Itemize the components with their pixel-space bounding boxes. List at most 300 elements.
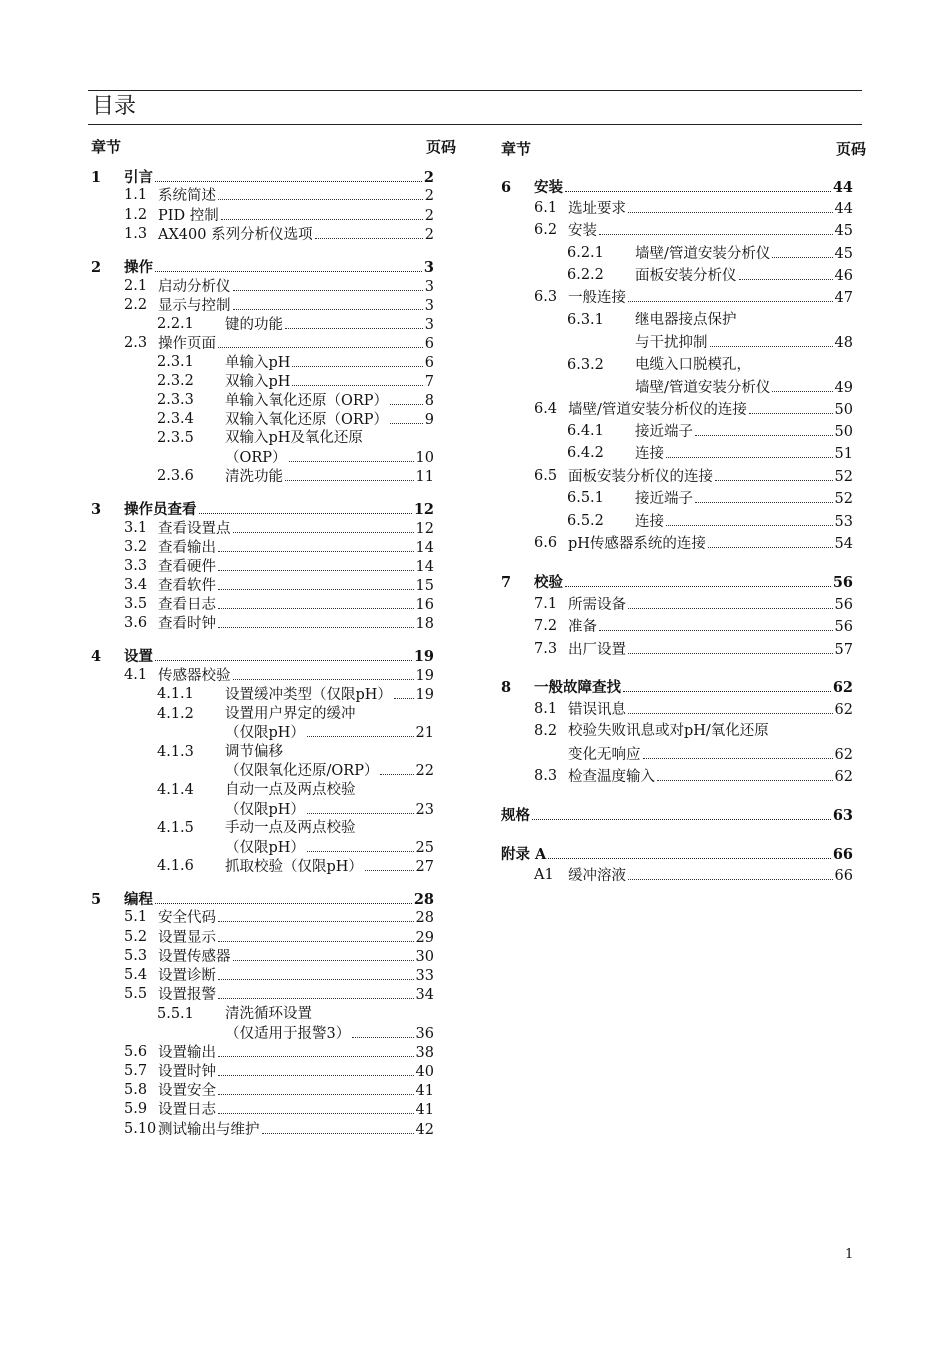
toc-entry[interactable] (91, 800, 434, 819)
dot-leader (565, 573, 831, 587)
toc-entry-page: 19 (415, 668, 434, 684)
toc-entry[interactable] (501, 573, 853, 592)
toc-entry[interactable] (91, 448, 434, 467)
toc-entry-number: 5.2 (124, 929, 148, 945)
toc-entry-label: 继电器接点保护 (635, 312, 737, 328)
toc-entry[interactable] (91, 538, 434, 557)
toc-entry-number: 6.6 (534, 535, 558, 551)
toc-entry-label: 设置传感器 (158, 949, 231, 965)
toc-entry[interactable] (91, 225, 434, 244)
dot-leader (394, 685, 414, 699)
toc-entry-label: 查看日志 (158, 597, 216, 613)
toc-entry-page: 8 (424, 393, 434, 409)
toc-entry[interactable] (501, 288, 853, 307)
toc-entry-page: 22 (415, 763, 434, 779)
toc-entry-number: 2.1 (124, 278, 148, 294)
dot-leader (628, 199, 833, 213)
toc-entry-label: 操作 (124, 259, 153, 276)
toc-entry-page: 23 (415, 802, 434, 818)
toc-entry-number: 5.7 (124, 1063, 148, 1079)
toc-entry[interactable] (91, 334, 434, 353)
dot-leader (285, 467, 414, 481)
dot-leader (772, 378, 832, 392)
toc-entry[interactable] (91, 168, 434, 187)
toc-entry-page: 57 (834, 642, 853, 658)
dot-leader (548, 845, 831, 859)
toc-entry-page: 56 (834, 597, 853, 613)
toc-entry-label: 准备 (568, 619, 597, 635)
toc-entry-page: 9 (424, 412, 434, 428)
toc-entry[interactable] (501, 512, 853, 531)
dot-leader (218, 576, 414, 590)
toc-entry-label: 安装 (534, 179, 563, 196)
toc-entry[interactable] (91, 1062, 434, 1081)
toc-entry[interactable] (501, 700, 853, 719)
toc-entry-page: 30 (415, 949, 434, 965)
toc-entry-page: 2 (423, 169, 434, 186)
toc-entry[interactable] (91, 928, 434, 947)
dot-leader (289, 448, 414, 462)
toc-entry[interactable] (501, 595, 853, 614)
toc-entry-page: 33 (415, 968, 434, 984)
toc-entry-number: 6.2.1 (567, 245, 604, 261)
toc-entry[interactable] (91, 685, 434, 704)
toc-entry-page: 3 (424, 279, 434, 295)
dot-leader (218, 557, 414, 571)
toc-entry-page: 28 (413, 891, 434, 908)
page-number: 1 (845, 1247, 854, 1262)
toc-entry-label: （仅限pH） (225, 840, 305, 856)
toc-entry-label: 抓取校验（仅限pH） (225, 859, 363, 875)
toc-entry-label: 安装 (568, 223, 597, 239)
toc-entry-number: 5.10 (124, 1121, 157, 1137)
toc-entry-label: 启动分析仪 (158, 279, 231, 295)
dot-leader (666, 444, 833, 458)
toc-entry[interactable] (91, 186, 434, 205)
dot-leader (218, 1062, 414, 1076)
toc-entry-number: 6.2.2 (567, 267, 604, 283)
toc-entry-number: 2.2.1 (157, 316, 194, 332)
dot-leader (262, 1120, 414, 1134)
toc-entry-number: 8.3 (534, 768, 558, 784)
toc-entry-page: 42 (415, 1122, 434, 1138)
toc-entry-label: 校验 (534, 574, 563, 591)
toc-entry[interactable] (91, 595, 434, 614)
toc-entry-page: 54 (834, 536, 853, 552)
toc-entry-page: 41 (415, 1102, 434, 1118)
dot-leader (218, 1100, 414, 1114)
toc-entry-number: 4.1 (124, 667, 148, 683)
toc-entry-number: 2.3.6 (157, 468, 194, 484)
toc-entry[interactable] (91, 819, 434, 838)
toc-entry[interactable] (91, 429, 434, 448)
toc-entry-number: 6.2 (534, 222, 558, 238)
toc-entry-number: 6.4.1 (567, 423, 604, 439)
dot-leader (307, 723, 414, 737)
toc-entry-label: 传感器校验 (158, 668, 231, 684)
toc-entry-label: 查看时钟 (158, 616, 216, 632)
toc-entry-label: 墙壁/管道安装分析仪的连接 (568, 402, 747, 418)
toc-entry[interactable] (91, 576, 434, 595)
toc-entry[interactable] (91, 258, 434, 277)
dot-leader (657, 767, 833, 781)
toc-entry-label: 校验失败讯息或对pH/氧化还原 (568, 723, 769, 739)
toc-entry-page: 53 (834, 514, 853, 530)
toc-entry[interactable] (501, 534, 853, 553)
toc-entry-label: 查看软件 (158, 578, 216, 594)
toc-entry[interactable] (91, 857, 434, 876)
toc-entry-page: 36 (415, 1026, 434, 1042)
toc-entry-page: 56 (832, 574, 853, 591)
toc-entry-page: 19 (413, 648, 434, 665)
toc-entry-page: 3 (424, 317, 434, 333)
dot-leader (352, 1024, 413, 1038)
toc-entry[interactable] (91, 315, 434, 334)
dot-leader (218, 186, 423, 200)
toc-entry-label: 连接 (635, 446, 664, 462)
toc-entry-page: 2 (424, 188, 434, 204)
toc-entry-number: 6.4.2 (567, 445, 604, 461)
dot-leader (695, 422, 833, 436)
toc-entry-number: 5.8 (124, 1082, 148, 1098)
toc-entry-label: 缓冲溶液 (568, 868, 626, 884)
dot-leader (155, 258, 422, 272)
dot-leader (199, 500, 412, 514)
dot-leader (218, 928, 414, 942)
toc-entry-page: 38 (415, 1045, 434, 1061)
toc-entry-number: 5 (91, 891, 102, 908)
dot-leader (772, 244, 832, 258)
toc-entry-number: 1 (91, 169, 102, 186)
toc-entry-label: 一般故障查找 (534, 679, 621, 696)
toc-entry-label: 键的功能 (225, 317, 283, 333)
dot-leader (218, 966, 414, 980)
title-rule (88, 124, 862, 125)
toc-entry-number: 4.1.5 (157, 820, 194, 836)
toc-entry[interactable] (501, 467, 853, 486)
toc-entry[interactable] (91, 647, 434, 666)
toc-entry-label: 设置安全 (158, 1083, 216, 1099)
dot-leader (715, 467, 833, 481)
toc-entry-label: 设置时钟 (158, 1064, 216, 1080)
toc-entry-label: （ORP） (225, 450, 287, 466)
toc-entry[interactable] (501, 678, 853, 697)
toc-entry-page: 41 (415, 1083, 434, 1099)
toc-entry[interactable] (501, 444, 853, 463)
toc-entry-number: 6.5.2 (567, 513, 604, 529)
toc-entry-page: 29 (415, 930, 434, 946)
toc-entry-page: 18 (415, 616, 434, 632)
toc-entry-label: 单输入pH (225, 355, 291, 371)
toc-entry-number: 6.4 (534, 401, 558, 417)
dot-leader (307, 800, 414, 814)
toc-entry-number: 2.3.3 (157, 392, 194, 408)
toc-entry[interactable] (91, 781, 434, 800)
toc-entry[interactable] (501, 767, 853, 786)
toc-entry-page: 50 (834, 424, 853, 440)
toc-entry[interactable] (91, 519, 434, 538)
toc-entry[interactable] (91, 614, 434, 633)
toc-entry[interactable] (91, 557, 434, 576)
toc-entry[interactable] (501, 745, 853, 764)
toc-entry[interactable] (91, 705, 434, 724)
toc-entry-label: （仅限pH） (225, 725, 305, 741)
dot-leader (155, 647, 412, 661)
toc-entry-number: A1 (534, 867, 554, 883)
toc-entry-label: pH传感器系统的连接 (568, 536, 706, 552)
toc-entry[interactable] (91, 666, 434, 685)
dot-leader (218, 1081, 414, 1095)
toc-entry[interactable] (501, 178, 853, 197)
toc-entry-label: （仅限pH） (225, 802, 305, 818)
toc-entry-page: 66 (832, 846, 853, 863)
toc-entry-number: 6.3.1 (567, 312, 604, 328)
dot-leader (643, 745, 833, 759)
toc-entry-number: 4 (91, 648, 102, 665)
toc-entry-page: 15 (415, 578, 434, 594)
toc-entry-label: 设置 (124, 648, 153, 665)
toc-entry-label: 所需设备 (568, 597, 626, 613)
toc-entry-page: 3 (424, 298, 434, 314)
toc-entry-number: 6.5 (534, 468, 558, 484)
toc-entry-number: 3.1 (124, 520, 148, 536)
toc-entry-label: 双输入pH及氧化还原 (225, 430, 363, 446)
dot-leader (749, 400, 833, 414)
toc-entry-label: 安全代码 (158, 910, 216, 926)
dot-leader (285, 315, 423, 329)
toc-entry[interactable] (501, 489, 853, 508)
toc-entry-label: 检查温度输入 (568, 769, 655, 785)
toc-entry-page: 6 (424, 336, 434, 352)
toc-entry-label: 接近端子 (635, 491, 693, 507)
toc-entry[interactable] (501, 422, 853, 441)
toc-entry-label: 错误讯息 (568, 702, 626, 718)
toc-entry-page: 52 (834, 469, 853, 485)
toc-entry-page: 52 (834, 491, 853, 507)
toc-entry-number: 5.4 (124, 967, 148, 983)
toc-entry-label: 设置输出 (158, 1045, 216, 1061)
toc-entry-page: 7 (424, 374, 434, 390)
dot-leader (315, 225, 423, 239)
toc-entry[interactable] (91, 838, 434, 857)
toc-entry-label: 墙壁/管道安装分析仪 (635, 380, 771, 396)
dot-leader (628, 595, 833, 609)
toc-entry[interactable] (91, 1005, 434, 1024)
toc-entry-label: 与干扰抑制 (635, 335, 708, 351)
toc-entry[interactable] (91, 372, 434, 391)
toc-entry-label: 双输入pH (225, 374, 291, 390)
toc-entry-page: 3 (423, 259, 434, 276)
toc-entry[interactable] (91, 467, 434, 486)
toc-entry-page: 46 (834, 268, 853, 284)
toc-entry-page: 14 (415, 540, 434, 556)
toc-entry-page: 48 (834, 335, 853, 351)
toc-entry-page: 63 (832, 807, 853, 824)
dot-leader (218, 538, 414, 552)
dot-leader (292, 372, 422, 386)
toc-entry-number: 2.2 (124, 297, 148, 313)
top-rule (88, 90, 862, 91)
toc-entry-number: 5.5 (124, 986, 148, 1002)
toc-entry-label: 面板安装分析仪的连接 (568, 469, 713, 485)
toc-entry-page: 62 (834, 769, 853, 785)
toc-entry-number: 4.1.2 (157, 706, 194, 722)
toc-entry[interactable] (501, 356, 853, 375)
toc-entry[interactable] (91, 206, 434, 225)
toc-entry[interactable] (91, 410, 434, 429)
toc-entry[interactable] (91, 966, 434, 985)
toc-entry[interactable] (501, 311, 853, 330)
toc-entry-page: 47 (834, 290, 853, 306)
toc-entry-number: 3.5 (124, 596, 148, 612)
toc-entry-label: （仅限氧化还原/ORP） (225, 763, 379, 779)
toc-entry-label: AX400 系列分析仪选项 (158, 227, 313, 243)
toc-entry[interactable] (501, 266, 853, 285)
dot-leader (233, 296, 423, 310)
toc-entry[interactable] (91, 985, 434, 1004)
toc-entry-label: 面板安装分析仪 (635, 268, 737, 284)
toc-entry-label: 调节偏移 (225, 744, 283, 760)
toc-entry-label: 操作员查看 (124, 501, 197, 518)
dot-leader (532, 806, 831, 820)
toc-entry[interactable] (91, 723, 434, 742)
toc-entry-number: 6.3.2 (567, 357, 604, 373)
toc-entry[interactable] (91, 1081, 434, 1100)
toc-entry[interactable] (91, 1120, 434, 1139)
toc-entry[interactable] (501, 866, 853, 885)
toc-entry-page: 40 (415, 1064, 434, 1080)
toc-entry-label: 单输入氧化还原（ORP） (225, 393, 389, 409)
toc-entry-label: 测试输出与维护 (158, 1122, 260, 1138)
toc-entry-number: 2.3.2 (157, 373, 194, 389)
toc-entry[interactable] (501, 244, 853, 263)
toc-entry-number: 4.1.3 (157, 744, 194, 760)
toc-entry-number: 5.9 (124, 1101, 148, 1117)
toc-entry[interactable] (91, 1024, 434, 1043)
toc-entry-label: 手动一点及两点校验 (225, 820, 356, 836)
toc-entry[interactable] (501, 845, 853, 864)
toc-entry[interactable] (91, 500, 434, 519)
toc-entry-label: 系统简述 (158, 188, 216, 204)
toc-entry-page: 45 (834, 223, 853, 239)
toc-entry[interactable] (501, 806, 853, 825)
toc-entry-label: 引言 (124, 169, 153, 186)
toc-entry-label: PID 控制 (158, 208, 219, 224)
left-page-header: 页码 (426, 138, 457, 156)
toc-entry-page: 10 (415, 450, 434, 466)
toc-entry-number: 6.3 (534, 289, 558, 305)
toc-entry-number: 3.6 (124, 615, 148, 631)
dot-leader (233, 277, 423, 291)
toc-entry[interactable] (91, 947, 434, 966)
toc-entry-page: 62 (834, 702, 853, 718)
dot-leader (218, 614, 414, 628)
toc-entry-label: 操作页面 (158, 336, 216, 352)
toc-entry[interactable] (501, 199, 853, 218)
dot-leader (628, 700, 833, 714)
toc-entry[interactable] (91, 908, 434, 927)
toc-entry-number: 7.1 (534, 596, 558, 612)
page-title: 目录 (92, 94, 137, 119)
dot-leader (233, 666, 414, 680)
toc-entry-label: 查看输出 (158, 540, 216, 556)
toc-entry-label: 查看硬件 (158, 559, 216, 575)
dot-leader (599, 221, 833, 235)
toc-entry[interactable] (501, 378, 853, 397)
dot-leader (628, 640, 833, 654)
toc-entry-label: 接近端子 (635, 424, 693, 440)
toc-entry-page: 34 (415, 987, 434, 1003)
toc-entry-number: 7 (501, 574, 512, 591)
dot-leader (628, 866, 833, 880)
toc-entry-number: 2.3.1 (157, 354, 194, 370)
toc-entry[interactable] (501, 221, 853, 240)
dot-leader (365, 857, 414, 871)
toc-entry[interactable] (91, 277, 434, 296)
toc-entry[interactable] (91, 296, 434, 315)
toc-entry[interactable] (91, 353, 434, 372)
dot-leader (218, 1043, 414, 1057)
toc-entry-label: 查看设置点 (158, 521, 231, 537)
toc-entry[interactable] (91, 890, 434, 909)
toc-entry[interactable] (501, 617, 853, 636)
dot-leader (628, 288, 833, 302)
toc-entry[interactable] (91, 1043, 434, 1062)
toc-entry-number: 1.1 (124, 187, 148, 203)
toc-entry-number: 6.5.1 (567, 490, 604, 506)
toc-entry-label: 设置缓冲类型（仅限pH） (225, 687, 392, 703)
toc-entry-page: 49 (834, 380, 853, 396)
toc-entry-page: 11 (415, 469, 434, 485)
toc-entry-label: 设置诊断 (158, 968, 216, 984)
toc-entry[interactable] (501, 333, 853, 352)
dot-leader (390, 410, 423, 424)
dot-leader (218, 985, 414, 999)
toc-entry-page: 28 (415, 910, 434, 926)
toc-entry-label: 选址要求 (568, 201, 626, 217)
toc-entry-number: 3.3 (124, 558, 148, 574)
toc-entry-label: 设置显示 (158, 930, 216, 946)
toc-entry[interactable] (91, 391, 434, 410)
dot-leader (708, 534, 833, 548)
toc-entry[interactable] (501, 640, 853, 659)
dot-leader (380, 761, 413, 775)
toc-entry-number: 4.1.1 (157, 686, 194, 702)
toc-entry-label: 自动一点及两点校验 (225, 782, 356, 798)
toc-entry-number: 2 (91, 259, 102, 276)
toc-entry[interactable] (91, 761, 434, 780)
toc-entry[interactable] (91, 1100, 434, 1119)
toc-entry-number: 7.3 (534, 641, 558, 657)
toc-entry-label: 墙壁/管道安装分析仪 (635, 246, 771, 262)
toc-entry-label: 一般连接 (568, 290, 626, 306)
toc-entry-number: 5.6 (124, 1044, 148, 1060)
dot-leader (155, 168, 422, 182)
toc-entry[interactable] (501, 722, 853, 741)
toc-entry-page: 27 (415, 859, 434, 875)
toc-entry[interactable] (501, 400, 853, 419)
toc-entry[interactable] (91, 743, 434, 762)
toc-entry-label: 设置报警 (158, 987, 216, 1003)
dot-leader (666, 512, 833, 526)
toc-entry-label: 电缆入口脱模孔， (635, 357, 751, 373)
toc-entry-label: 出厂设置 (568, 642, 626, 658)
dot-leader (390, 391, 423, 405)
toc-entry-label: 清洗循环设置 (225, 1006, 312, 1022)
toc-entry-label: 设置用户界定的缓冲 (225, 706, 356, 722)
toc-entry-page: 12 (415, 521, 434, 537)
toc-entry-page: 25 (415, 840, 434, 856)
